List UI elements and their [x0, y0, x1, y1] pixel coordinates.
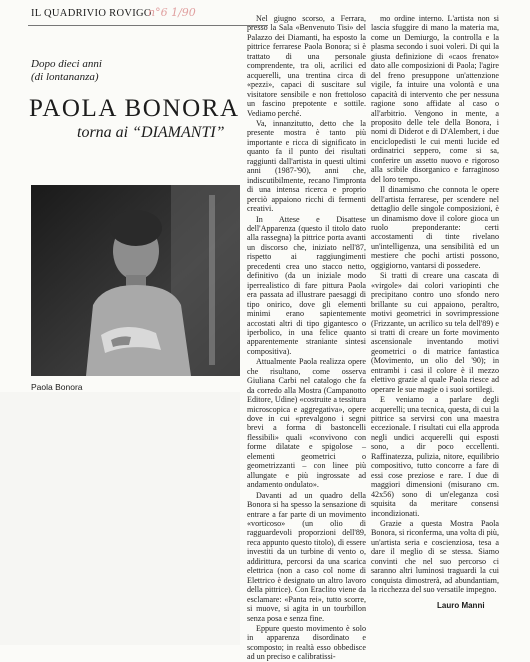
- portrait-image: [31, 185, 240, 376]
- kicker-line: (di lontananza): [31, 71, 99, 83]
- paragraph: Davanti ad un quadro della Bonora si ha spesso la sensazione di entrare a far parte di un movimento «vorticoso» (un olio di ragguardevoli proporzioni dell'89, reca appunto questo titolo), di essere investiti da un turbine di vento o, addirittura, percorsi da una scarica elettrica (non a caso col nome di Elettrico è designato un altro lavoro della pittrice). Con Eraclito viene da esclamare: «Panta rei», tutto scorre, si muove, si agita in un tourbillon senza posa e senza fine.: [247, 490, 366, 623]
- paragraph: Il dinamismo che connota le opere dell'artista ferrarese, per scendere nel dettaglio delle singole composizioni, è un dinamismo dove il colore gioca un ruolo preponderante: certi accostamenti di tinte rivelano un'intelligenza, una sensibilità ed un mestiere che pochi artisti possono, oggigiorno, vantarsi di possedere.: [371, 185, 499, 270]
- paragraph: Nel giugno scorso, a Ferrara, presso la Sala «Benvenuto Tisi» del Palazzo dei Diamanti, ha esposto la pittrice ferrarese Paola Bonora; si è trattato di una personale comprendente, tra oli, acrilici ed acquerelli, una trentina circa di «pezzi», capaci di suscitare sul visitatore sensibile e non frettoloso un fascino prepotente e sottile. Vediamo perché.: [247, 14, 366, 118]
- header-rule: [28, 25, 268, 26]
- paragraph: Si tratti di creare una cascata di «virgole» dai colori variopinti che precipitano contro uno sfondo nero brillante su cui appaiono, peraltro, motivi geometrici in sovrimpressione (Frizzante, un acrilico su tela dell'89) e si tratti di creare un forte movimento ascensionale inventando motivi geometrici o di matrice fantastica (Movimento, un olio del '90); in entrambi i casi il colore è il mezzo elettivo grazie al quale Paola riesce ad operare le sue magie o i suoi sortilegi.: [371, 271, 499, 394]
- handwritten-date-note: n°6 1/90: [148, 6, 196, 19]
- article-column-2: [247, 14, 366, 662]
- artist-photo: [31, 185, 240, 376]
- paragraph: E veniamo a parlare degli acquerelli; una tecnica, questa, di cui la pittrice sa servirsi con una maestra eccezionale. I risultati cui ella approda negli undici acquerelli qui esposti sono, a dir poco eccellenti. Raffinatezza, pulizia, nitore, equilibrio compositivo, tutto concorre a fare di essi cose preziose e rare. I due di maggiori dimensioni (misurano cm. 42x56) sono di un'eleganza così squisita da meritare consensi incondizionati.: [371, 395, 499, 518]
- publication-name: IL QUADRIVIO ROVIGO: [31, 8, 152, 19]
- blank-area: [0, 392, 240, 645]
- kicker: [31, 58, 102, 84]
- paragraph: Attualmente Paola realizza opere che risultano, come osserva Giuliana Carbi nel catalogo che fa da corredo alla Mostra (Campanotto Editore, Udine) «costruite a tessitura microscopica e aggregativa», opere dove in cui «prevalgono i segni brevi a forma di bastoncelli flessibili» quali «convivono con forme dilatate e spigolose – elementi geometrici o geometrizzanti – con linee più allungate e più ingrossate ad andamento ondulato».: [247, 357, 366, 490]
- headline: PAOLA BONORA: [29, 95, 240, 122]
- subheadline: torna ai “DIAMANTI”: [77, 124, 225, 141]
- paragraph: Va, innanzitutto, detto che la presente mostra è tanto più importante e ricca di significato in quanto fa il punto dei risultati raggiunti dall'artista in questi ultimi anni (1987-'90), anni che, indiscutibilmente, recano l'impronta di una intensa ricerca e proprio perciò appaiono ricchi di fermenti creativi.: [247, 118, 366, 214]
- paragraph: mo ordine interno. L'artista non si lascia sfuggire di mano la materia ma, come un Demiurgo, la controlla e la plasma secondo i suoi voleri. Di qui la giusta definizione di «caos frenato» dato alle composizioni di Paola; l'agire del freno presuppone un'attenzione vigile, fa intuire una volontà e una capacità di intervento che per nessuna ragione sono affidate al caso o all'arbitrio. Vengono in mente, a proposito delle tele della Bonora, i nomi di Diderot e di D'Alembert, i due enciclopedisti le cui menti lucide ed ordinatrici seppero, come si sa, conferire un assetto nuovo e rigoroso alla scibile disorganico e farraginoso del loro tempo.: [371, 14, 499, 184]
- paragraph: Eppure questo movimento è solo in apparenza disordinato e scomposto; in realtà esso obbedisce ad un preciso e calibratissi-: [247, 624, 366, 662]
- photo-caption: Paola Bonora: [31, 382, 83, 392]
- article-column-3: [371, 14, 499, 594]
- author-signature: Lauro Manni: [437, 601, 485, 610]
- kicker-line: Dopo dieci anni: [31, 58, 102, 70]
- paragraph: In Attese e Disattese dell'Apparenza (questo il titolo dato alla rassegna) la pittrice porta avanti un discorso che, iniziato nell'87, rispetto ai raggiungimenti precedenti crea uno stacco netto, definitivo (da un iniziale modo iperrealistico di fare pittura Paola era passata ad illustrare paesaggi di tipo onirico, dove gli elementi minimi erano sapientemente accostati altri di tipo gigantesco o iperbolico, in una felice quanto apparentemente straniante sintesi compositiva).: [247, 214, 366, 356]
- paragraph: Grazie a questa Mostra Paola Bonora, si riconferma, una volta di più, un'artista seria e coscienziosa, tesa a dare il meglio di se stessa. Siamo convinti che nel suo percorso ci saranno altri luminosi traguardi la cui conquista dimostrerà, ad abundantiam, la ricchezza del suo versatile impegno.: [371, 519, 499, 595]
